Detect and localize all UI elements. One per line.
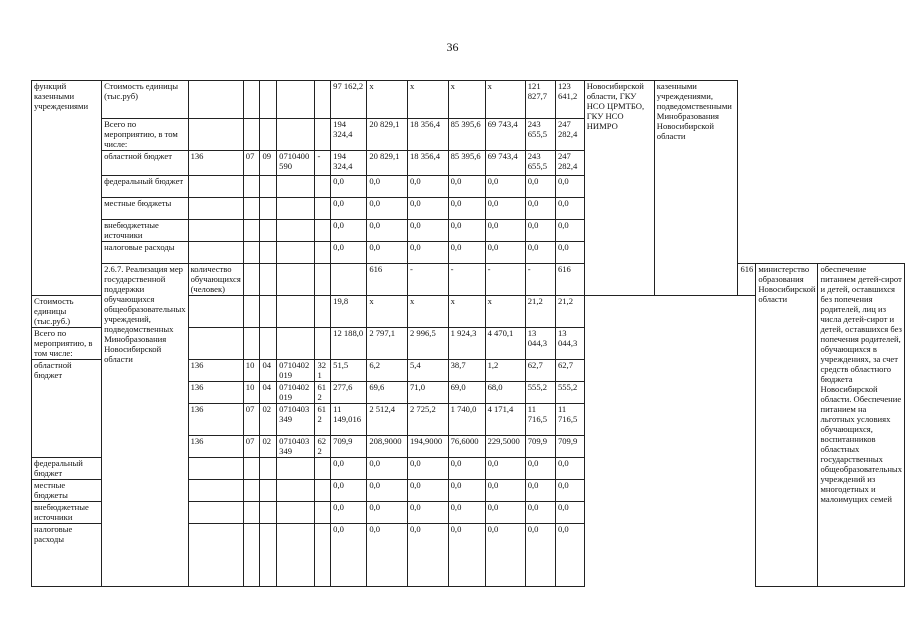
table-cell: 4 470,1 <box>485 328 525 360</box>
table-cell: областной бюджет <box>102 151 189 176</box>
table-cell: 11 149,016 <box>331 404 367 436</box>
table-cell: 0,0 <box>555 242 584 264</box>
table-cell: 0,0 <box>448 502 485 524</box>
table-cell: 0,0 <box>448 220 485 242</box>
table-cell <box>277 198 315 220</box>
table-cell: 62 2 <box>315 436 331 458</box>
table-cell: 0,0 <box>525 220 555 242</box>
table-cell <box>243 176 260 198</box>
table-cell <box>243 264 260 296</box>
table-cell: 229,5000 <box>485 436 525 458</box>
table-cell: 0,0 <box>331 502 367 524</box>
table-cell: 0,0 <box>525 458 555 480</box>
table-cell: 11 716,5 <box>525 404 555 436</box>
table-cell <box>188 480 243 502</box>
table-cell <box>277 81 315 119</box>
table-cell: Всего по мероприятию, в том числе: <box>32 328 102 360</box>
table-cell <box>260 176 277 198</box>
table-cell: 0,0 <box>448 176 485 198</box>
table-cell <box>260 296 277 328</box>
table-cell: 85 395,6 <box>448 119 485 151</box>
table-cell: 555,2 <box>525 382 555 404</box>
table-cell: 0,0 <box>525 198 555 220</box>
table-cell: 97 162,2 <box>331 81 367 119</box>
table-cell: 0,0 <box>448 524 485 587</box>
table-cell: - <box>525 264 555 296</box>
table-cell: 0,0 <box>485 220 525 242</box>
table-cell: 0,0 <box>485 502 525 524</box>
table-cell: 85 395,6 <box>448 151 485 176</box>
table-cell <box>260 198 277 220</box>
table-cell: 709,9 <box>525 436 555 458</box>
table-cell: 121 827,7 <box>525 81 555 119</box>
table-cell <box>331 264 367 296</box>
table-cell: 0,0 <box>407 220 448 242</box>
table-cell: 1 740,0 <box>448 404 485 436</box>
table-cell <box>188 242 243 264</box>
table-cell: 0,0 <box>407 502 448 524</box>
table-cell: x <box>448 296 485 328</box>
table-cell: 11 716,5 <box>555 404 584 436</box>
table-cell <box>188 328 243 360</box>
table-cell: 194 324,4 <box>331 151 367 176</box>
table-cell: 02 <box>260 404 277 436</box>
table-cell: 616 <box>367 264 408 296</box>
table-cell: x <box>407 296 448 328</box>
table-cell: 243 655,5 <box>525 151 555 176</box>
table-cell: 0,0 <box>331 480 367 502</box>
table-cell <box>277 502 315 524</box>
table-cell: 123 641,2 <box>555 81 584 119</box>
table-cell: налоговые расходы <box>32 524 102 587</box>
table-cell <box>260 480 277 502</box>
table-cell: 32 1 <box>315 360 331 382</box>
table-cell <box>260 242 277 264</box>
table-cell <box>315 119 331 151</box>
table-cell: 0,0 <box>448 458 485 480</box>
table-cell: 0,0 <box>367 480 408 502</box>
table-cell: x <box>448 81 485 119</box>
table-cell: 10 <box>243 360 260 382</box>
table-cell: Стоимость единицы (тыс.руб) <box>102 81 189 119</box>
table-cell: 76,6000 <box>448 436 485 458</box>
table-cell: министерство образования Новосибирской области <box>756 264 818 587</box>
table-cell: 243 655,5 <box>525 119 555 151</box>
table-cell: x <box>407 81 448 119</box>
table-cell: 0,0 <box>407 242 448 264</box>
table-cell: 0,0 <box>555 480 584 502</box>
table-cell: 0,0 <box>485 176 525 198</box>
table-cell: 69,0 <box>448 382 485 404</box>
table-cell <box>260 264 277 296</box>
table-cell: областной бюджет <box>32 360 102 458</box>
table-cell: 4 171,4 <box>485 404 525 436</box>
table-cell <box>315 176 331 198</box>
table-cell: 04 <box>260 382 277 404</box>
table-cell <box>277 242 315 264</box>
table-cell <box>243 502 260 524</box>
table-cell: 62,7 <box>525 360 555 382</box>
table-cell: 69 743,4 <box>485 151 525 176</box>
table-cell: 0,0 <box>525 480 555 502</box>
table-cell: внебюджетные источники <box>32 502 102 524</box>
table-cell: 0,0 <box>485 480 525 502</box>
table-cell <box>315 328 331 360</box>
table-cell: 61 2 <box>315 382 331 404</box>
table-cell: 0,0 <box>331 176 367 198</box>
table-cell: 0710403 349 <box>277 436 315 458</box>
table-cell <box>243 524 260 587</box>
table-row <box>32 198 905 220</box>
table-cell <box>315 480 331 502</box>
table-cell: 0,0 <box>407 458 448 480</box>
page-number: 36 <box>446 40 459 54</box>
table-cell: 0,0 <box>407 176 448 198</box>
table-cell <box>315 264 331 296</box>
table-cell <box>277 220 315 242</box>
table-cell <box>260 119 277 151</box>
table-cell <box>188 524 243 587</box>
table-cell <box>277 296 315 328</box>
table-cell: функций казенными учреждениями <box>32 81 102 296</box>
table-cell: 555,2 <box>555 382 584 404</box>
table-cell <box>277 264 315 296</box>
table-cell: - <box>407 264 448 296</box>
table-cell: 709,9 <box>331 436 367 458</box>
table-cell: 0,0 <box>555 524 584 587</box>
table-cell: 5,4 <box>407 360 448 382</box>
table-cell: 0,0 <box>367 458 408 480</box>
table-cell: 0,0 <box>331 220 367 242</box>
table-cell <box>243 119 260 151</box>
table-cell: 0,0 <box>407 198 448 220</box>
table-cell: 38,7 <box>448 360 485 382</box>
table-cell <box>260 81 277 119</box>
table-cell <box>277 176 315 198</box>
table-cell: внебюджетные источники <box>102 220 189 242</box>
table-cell <box>277 480 315 502</box>
table-cell: 19,8 <box>331 296 367 328</box>
table-cell: 0710402 019 <box>277 360 315 382</box>
table-cell: федеральный бюджет <box>102 176 189 198</box>
table-cell: 04 <box>260 360 277 382</box>
table-cell: 136 <box>188 382 243 404</box>
table-cell <box>188 502 243 524</box>
table-cell: 136 <box>188 360 243 382</box>
table-cell: 0,0 <box>485 458 525 480</box>
table-cell: 2 797,1 <box>367 328 408 360</box>
budget-table <box>31 80 905 587</box>
table-cell: 194 324,4 <box>331 119 367 151</box>
table-cell: 0,0 <box>485 198 525 220</box>
table-cell: федеральный бюджет <box>32 458 102 480</box>
table-cell: 136 <box>188 404 243 436</box>
table-cell: 20 829,1 <box>367 151 408 176</box>
table-cell: 0,0 <box>367 220 408 242</box>
table-cell <box>188 198 243 220</box>
table-cell: 07 <box>243 436 260 458</box>
table-cell: 2 512,4 <box>367 404 408 436</box>
table-cell: 0,0 <box>367 524 408 587</box>
table-cell: 62,7 <box>555 360 584 382</box>
table-cell: 2 725,2 <box>407 404 448 436</box>
table-cell <box>260 328 277 360</box>
table-cell: 0,0 <box>485 524 525 587</box>
table-cell: 69,6 <box>367 382 408 404</box>
table-cell <box>188 296 243 328</box>
table-cell: 69 743,4 <box>485 119 525 151</box>
table-cell: 208,9000 <box>367 436 408 458</box>
table-cell: 13 044,3 <box>555 328 584 360</box>
table-cell: 616 <box>555 264 584 296</box>
table-row <box>32 264 905 296</box>
table-cell: 18 356,4 <box>407 119 448 151</box>
table-cell: 0,0 <box>555 458 584 480</box>
table-cell: 1 924,3 <box>448 328 485 360</box>
table-cell <box>243 328 260 360</box>
table-cell: x <box>367 81 408 119</box>
table-cell: 0,0 <box>448 198 485 220</box>
table-cell <box>188 458 243 480</box>
table-cell: - <box>485 264 525 296</box>
table-cell: 0,0 <box>525 176 555 198</box>
table-cell: местные бюджеты <box>102 198 189 220</box>
table-cell <box>260 502 277 524</box>
table-cell <box>277 458 315 480</box>
table-cell: 02 <box>260 436 277 458</box>
table-cell <box>260 524 277 587</box>
table-cell: x <box>367 296 408 328</box>
table-cell <box>243 242 260 264</box>
table-cell: 0,0 <box>367 502 408 524</box>
table-cell: 21,2 <box>555 296 584 328</box>
table-cell: 0,0 <box>407 524 448 587</box>
table-cell <box>260 220 277 242</box>
table-cell: 709,9 <box>555 436 584 458</box>
table-cell: 277,6 <box>331 382 367 404</box>
table-cell <box>277 524 315 587</box>
table-cell: 0,0 <box>448 480 485 502</box>
table-cell: 07 <box>243 404 260 436</box>
table-cell: 12 188,0 <box>331 328 367 360</box>
table-cell: 0,0 <box>525 524 555 587</box>
table-cell: 0,0 <box>525 242 555 264</box>
table-cell: - <box>315 151 331 176</box>
table-cell <box>315 524 331 587</box>
table-cell <box>277 119 315 151</box>
table-cell: 07 <box>243 151 260 176</box>
table-cell: Всего по мероприятию, в том числе: <box>102 119 189 151</box>
table-cell: 616 <box>738 264 756 296</box>
table-cell: 0,0 <box>525 502 555 524</box>
table-cell: казенными учреждениями, подведомственными Минобразования Новосибирской области <box>654 81 738 296</box>
table-cell: 0,0 <box>331 458 367 480</box>
table-cell <box>243 81 260 119</box>
table-cell: 0710400 590 <box>277 151 315 176</box>
table-row <box>32 151 905 176</box>
table-cell: Стоимость единицы (тыс.руб.) <box>32 296 102 328</box>
table-cell <box>315 242 331 264</box>
table-row <box>32 119 905 151</box>
table-cell <box>260 458 277 480</box>
table-cell: 0,0 <box>331 198 367 220</box>
table-cell: 0,0 <box>367 176 408 198</box>
table-row <box>32 176 905 198</box>
table-row <box>32 242 905 264</box>
table-cell: 247 282,4 <box>555 119 584 151</box>
table-cell: 0710402 019 <box>277 382 315 404</box>
table-cell: 0,0 <box>555 198 584 220</box>
table-cell <box>188 81 243 119</box>
table-cell: 51,5 <box>331 360 367 382</box>
table-cell: x <box>485 81 525 119</box>
table-cell: 10 <box>243 382 260 404</box>
table-cell: 0,0 <box>555 176 584 198</box>
table-cell: 1,2 <box>485 360 525 382</box>
table-cell: налоговые расходы <box>102 242 189 264</box>
table-cell <box>243 296 260 328</box>
table-cell: 0,0 <box>555 220 584 242</box>
table-cell: 247 282,4 <box>555 151 584 176</box>
table-cell: 21,2 <box>525 296 555 328</box>
table-cell: 61 2 <box>315 404 331 436</box>
table-cell: 09 <box>260 151 277 176</box>
table-cell: x <box>485 296 525 328</box>
table-cell <box>243 458 260 480</box>
table-cell: 2 996,5 <box>407 328 448 360</box>
table-cell: 0,0 <box>555 502 584 524</box>
table-cell <box>188 220 243 242</box>
table-row <box>32 81 905 119</box>
table-cell: 136 <box>188 151 243 176</box>
table-cell <box>315 502 331 524</box>
table-cell: количество обучающихся (человек) <box>188 264 243 296</box>
table-cell: 136 <box>188 436 243 458</box>
table-cell: 0,0 <box>448 242 485 264</box>
table-cell <box>243 220 260 242</box>
table-cell: 18 356,4 <box>407 151 448 176</box>
table-row <box>32 220 905 242</box>
table-cell <box>315 458 331 480</box>
table-cell: - <box>448 264 485 296</box>
table-cell <box>315 81 331 119</box>
table-cell <box>315 198 331 220</box>
table-cell: местные бюджеты <box>32 480 102 502</box>
table-cell: 2.6.7. Реализация мер государственной поддержки обучающихся общеобразовательных учреждений, подведомственных Минобразования Новосибирской области <box>102 264 189 587</box>
table-cell: 68,0 <box>485 382 525 404</box>
table-cell <box>243 480 260 502</box>
table-cell: Новосибирской области, ГКУ НСО ЦРМТБО, ГКУ НСО НИМРО <box>584 81 654 296</box>
table-cell: 71,0 <box>407 382 448 404</box>
table-cell: 0,0 <box>367 198 408 220</box>
table-cell: 0,0 <box>331 242 367 264</box>
table-cell <box>188 119 243 151</box>
table-cell: 0,0 <box>407 480 448 502</box>
table-cell <box>315 296 331 328</box>
table-cell: обеспечение питанием детей-сирот и детей, оставшихся без попечения родителей, лиц из числа детей-сирот и детей, оставшихся без попечения родителей, обучающихся в учреждениях, за счет средств областного бюджета Новосибирской области. Обеспечение питанием на льготных условиях обучающихся, воспитанников областных государственных общеобразовательных учреждений из многодетных и малоимущих семей <box>818 264 905 587</box>
table-cell: 6,2 <box>367 360 408 382</box>
table-cell: 20 829,1 <box>367 119 408 151</box>
table-cell: 0,0 <box>331 524 367 587</box>
table-cell <box>277 328 315 360</box>
table-cell: 13 044,3 <box>525 328 555 360</box>
table-cell <box>243 198 260 220</box>
table-cell: 0,0 <box>485 242 525 264</box>
table-cell <box>315 220 331 242</box>
table-cell <box>188 176 243 198</box>
table-cell: 0710403 349 <box>277 404 315 436</box>
table-cell: 0,0 <box>367 242 408 264</box>
table-cell: 194,9000 <box>407 436 448 458</box>
